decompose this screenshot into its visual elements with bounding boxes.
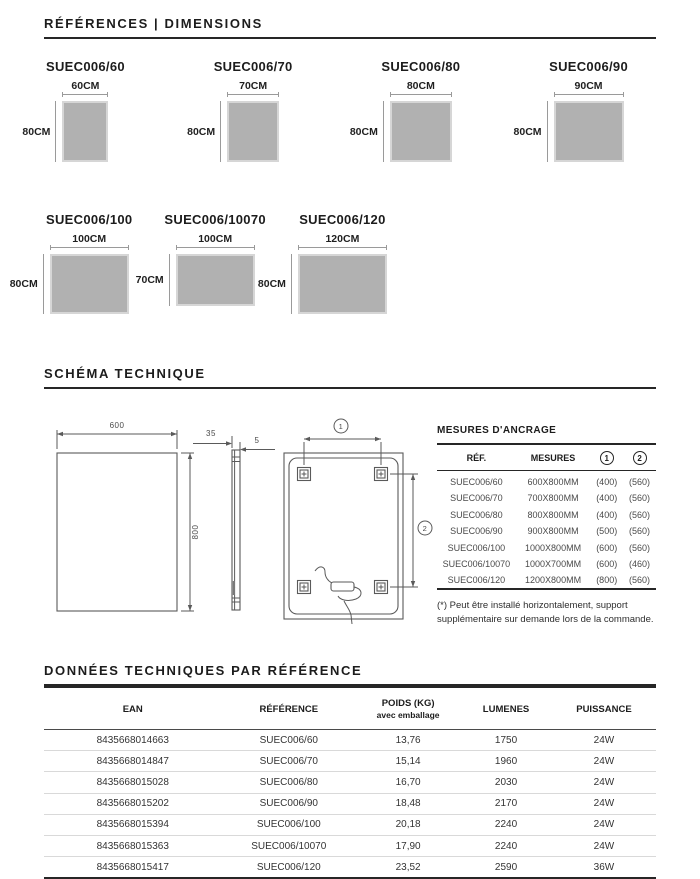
cell: (460) bbox=[629, 558, 651, 569]
product-dimension-figure bbox=[9, 233, 129, 314]
cell: 1960 bbox=[460, 751, 552, 772]
anchor-table-title: MESURES D'ANCRAGE bbox=[437, 425, 557, 436]
anchor-col-ref: RÉF. bbox=[437, 444, 516, 471]
height-label: 80CM bbox=[9, 278, 38, 290]
height-label: 80CM bbox=[349, 125, 378, 138]
anchor-row bbox=[437, 507, 656, 523]
cell: SUEC006/10070 bbox=[442, 558, 511, 569]
product-dimension-figure bbox=[135, 233, 255, 306]
anchor-mark-bottom-right bbox=[375, 581, 388, 594]
marker-2-label: 2 bbox=[422, 523, 428, 533]
cell: 8435668015394 bbox=[44, 814, 221, 835]
cell: 2170 bbox=[460, 793, 552, 814]
mirror-rectangle bbox=[62, 101, 108, 162]
cell: (600) bbox=[596, 542, 618, 553]
product-figure-suec006-120 bbox=[257, 212, 387, 314]
cell: SUEC006/100 bbox=[447, 542, 506, 553]
width-label: 70CM bbox=[239, 80, 268, 92]
anchor-col-mesures: MESURES bbox=[516, 444, 590, 471]
schema-section-rule bbox=[44, 387, 656, 389]
cell: 1000X800MM bbox=[525, 542, 582, 553]
anchor-row bbox=[437, 490, 656, 506]
poids-header-sub: avec emballage bbox=[376, 710, 440, 720]
product-dimension-figure bbox=[187, 80, 279, 162]
height-dimension-line bbox=[55, 101, 56, 162]
height-dimension-line bbox=[547, 101, 548, 162]
side-view-drawing bbox=[193, 429, 275, 610]
cell: SUEC006/100 bbox=[221, 814, 356, 835]
cell: 2590 bbox=[494, 861, 518, 873]
circled-1: 1 bbox=[600, 451, 614, 465]
poids-header-main: POIDS (KG) bbox=[381, 698, 435, 709]
cell: 8435668014663 bbox=[44, 730, 221, 751]
technical-drawing bbox=[44, 415, 439, 633]
cell: 36W bbox=[593, 861, 615, 873]
cell: 24W bbox=[552, 793, 656, 814]
height-dimension-line bbox=[43, 254, 44, 314]
cell: SUEC006/80 bbox=[450, 509, 503, 520]
height-dimension bbox=[514, 101, 554, 162]
width-label: 80CM bbox=[406, 80, 435, 92]
width-label: 120CM bbox=[325, 233, 360, 245]
anchor-col-1 bbox=[590, 444, 623, 471]
cell: 8435668014847 bbox=[44, 751, 221, 772]
anchor-row bbox=[437, 471, 656, 491]
width-label: 90CM bbox=[574, 80, 603, 92]
mirror-wrap bbox=[9, 254, 129, 314]
product-dimension-figure bbox=[257, 233, 387, 314]
cell: 13,76 bbox=[356, 730, 460, 751]
anchor-table-note: (*) Peut être installé horizontalement, support supplémentaire sur demande lors de la commande. bbox=[437, 600, 654, 625]
width-label: 100CM bbox=[72, 233, 107, 245]
cell: 24W bbox=[552, 772, 656, 793]
height-label: 80CM bbox=[187, 125, 216, 138]
cell: 900X800MM bbox=[527, 526, 579, 537]
mirror-wrap bbox=[513, 101, 624, 162]
cell: 24W bbox=[552, 730, 656, 751]
product-figure-suec006-100 bbox=[9, 212, 133, 314]
references-section-rule bbox=[44, 37, 656, 39]
width-dimension-line bbox=[62, 94, 108, 95]
rear-view-drawing bbox=[284, 419, 432, 624]
tech-data-table bbox=[44, 686, 656, 879]
anchor-mark-top-right bbox=[375, 468, 388, 481]
cell: 2240 bbox=[460, 835, 552, 856]
anchor-row bbox=[437, 523, 656, 539]
cell: 700X800MM bbox=[527, 493, 579, 504]
cell: (560) bbox=[629, 509, 651, 520]
cell: 8435668015363 bbox=[44, 835, 221, 856]
anchor-table bbox=[437, 443, 656, 590]
cell: (560) bbox=[629, 542, 651, 553]
tech-col-poids bbox=[356, 687, 460, 730]
cell: 24W bbox=[552, 751, 656, 772]
width-dimension-line bbox=[50, 247, 129, 248]
cell: 1000X700MM bbox=[525, 558, 582, 569]
mirror-rectangle bbox=[390, 101, 452, 162]
mirror-wrap bbox=[187, 101, 279, 162]
height-dimension-line bbox=[291, 254, 292, 314]
width-dimension-line bbox=[298, 247, 387, 248]
product-ref: SUEC006/10070 bbox=[164, 212, 266, 227]
product-figure-suec006-60 bbox=[22, 59, 125, 162]
tech-row bbox=[44, 751, 656, 772]
front-width-label: 600 bbox=[109, 421, 125, 430]
height-dimension-line bbox=[220, 101, 221, 162]
cell: 8435668015028 bbox=[44, 772, 221, 793]
anchor-mark-top-left bbox=[298, 468, 311, 481]
cell: SUEC006/90 bbox=[450, 526, 503, 537]
mirror-rectangle bbox=[298, 254, 387, 314]
technical-drawing-area bbox=[44, 415, 656, 633]
height-dimension bbox=[187, 101, 227, 162]
height-label: 80CM bbox=[257, 278, 286, 290]
mirror-wrap bbox=[257, 254, 387, 314]
anchor-measures-panel bbox=[437, 425, 656, 626]
width-label: 100CM bbox=[198, 233, 233, 245]
width-dimension-line bbox=[176, 247, 255, 248]
donnees-section-title: DONNÉES TECHNIQUES PAR RÉFÉRENCE bbox=[44, 663, 363, 678]
mirror-rectangle bbox=[554, 101, 624, 162]
anchor-row bbox=[437, 539, 656, 555]
tech-row bbox=[44, 814, 656, 835]
cell: (600) bbox=[596, 558, 618, 569]
product-ref: SUEC006/90 bbox=[549, 59, 628, 74]
cell: 1750 bbox=[460, 730, 552, 751]
product-ref: SUEC006/80 bbox=[381, 59, 461, 74]
mirror-rectangle bbox=[50, 254, 129, 314]
front-height-label: 800 bbox=[191, 524, 200, 540]
cell: 15,14 bbox=[356, 751, 460, 772]
cell: 8435668015417 bbox=[96, 861, 169, 873]
height-dimension bbox=[258, 254, 298, 314]
anchor-row bbox=[437, 572, 656, 589]
product-figure-suec006-70 bbox=[187, 59, 293, 162]
width-dimension-line bbox=[554, 94, 624, 95]
cell: SUEC006/120 bbox=[447, 575, 506, 586]
width-dimension-line bbox=[227, 94, 279, 95]
tech-row bbox=[44, 793, 656, 814]
height-dimension-line bbox=[169, 254, 170, 306]
height-dimension bbox=[350, 101, 390, 162]
cell: SUEC006/90 bbox=[221, 793, 356, 814]
front-view-drawing bbox=[57, 421, 200, 611]
cell: 2030 bbox=[460, 772, 552, 793]
product-dimension-figure bbox=[349, 80, 452, 162]
side-glass-label: 5 bbox=[254, 436, 260, 445]
cell: (560) bbox=[629, 526, 651, 537]
height-label: 80CM bbox=[22, 125, 51, 138]
cell: (400) bbox=[596, 477, 618, 487]
cell: SUEC006/10070 bbox=[221, 835, 356, 856]
anchor-col-2 bbox=[623, 444, 656, 471]
cell: 1200X800MM bbox=[525, 575, 582, 586]
cell: SUEC006/60 bbox=[221, 730, 356, 751]
height-dimension bbox=[10, 254, 50, 314]
cell: 24W bbox=[552, 814, 656, 835]
cell: (400) bbox=[596, 509, 618, 520]
cell: (560) bbox=[629, 575, 651, 586]
height-label: 80CM bbox=[513, 125, 542, 138]
tech-row bbox=[44, 730, 656, 751]
width-dimension-line bbox=[390, 94, 452, 95]
cell: (560) bbox=[629, 477, 651, 487]
products-row-2 bbox=[9, 212, 656, 314]
cell: 600X800MM bbox=[527, 477, 579, 487]
tech-row bbox=[44, 835, 656, 856]
product-ref: SUEC006/120 bbox=[299, 212, 386, 227]
height-dimension bbox=[136, 254, 176, 306]
tech-col-lumenes: LUMENES bbox=[460, 687, 552, 730]
references-section-title: RÉFÉRENCES | DIMENSIONS bbox=[44, 16, 263, 31]
product-ref: SUEC006/100 bbox=[46, 212, 133, 227]
cell: (800) bbox=[596, 575, 618, 586]
cell: 8435668015202 bbox=[44, 793, 221, 814]
cell: 24W bbox=[552, 835, 656, 856]
product-ref: SUEC006/70 bbox=[213, 59, 293, 74]
tech-col-reference: RÉFÉRENCE bbox=[221, 687, 356, 730]
cell: SUEC006/70 bbox=[450, 493, 503, 504]
cell: 17,90 bbox=[356, 835, 460, 856]
height-label: 70CM bbox=[135, 274, 164, 286]
product-figure-suec006-80 bbox=[349, 59, 461, 162]
mirror-wrap bbox=[135, 254, 255, 306]
anchor-row bbox=[437, 556, 656, 572]
tech-col-ean: EAN bbox=[44, 687, 221, 730]
cell: 23,52 bbox=[395, 861, 421, 873]
cell: 2240 bbox=[460, 814, 552, 835]
tech-row bbox=[44, 772, 656, 793]
product-figure-suec006-90 bbox=[513, 59, 628, 162]
mirror-wrap bbox=[22, 101, 108, 162]
cell: SUEC006/120 bbox=[256, 861, 321, 873]
circled-2: 2 bbox=[633, 451, 647, 465]
cell: (400) bbox=[596, 493, 618, 504]
cell: (560) bbox=[629, 493, 651, 504]
cell: 20,18 bbox=[356, 814, 460, 835]
cell: SUEC006/70 bbox=[221, 751, 356, 772]
tech-col-puissance: PUISSANCE bbox=[552, 687, 656, 730]
cell: SUEC006/60 bbox=[450, 477, 503, 487]
width-label: 60CM bbox=[71, 80, 100, 92]
product-dimension-figure bbox=[22, 80, 108, 162]
cell: (500) bbox=[596, 526, 618, 537]
cell: SUEC006/80 bbox=[221, 772, 356, 793]
cell: 18,48 bbox=[356, 793, 460, 814]
height-dimension-line bbox=[383, 101, 384, 162]
anchor-mark-bottom-left bbox=[298, 581, 311, 594]
tech-data-section bbox=[44, 663, 656, 879]
tech-row bbox=[44, 857, 656, 879]
marker-1-label: 1 bbox=[338, 421, 344, 431]
side-depth-label: 35 bbox=[206, 429, 216, 438]
schema-section-title: SCHÉMA TECHNIQUE bbox=[44, 366, 206, 381]
product-dimension-figure bbox=[513, 80, 624, 162]
cell: 800X800MM bbox=[527, 509, 579, 520]
products-row-1 bbox=[22, 59, 656, 162]
mirror-rectangle bbox=[176, 254, 255, 306]
mirror-rectangle bbox=[227, 101, 279, 162]
product-figure-suec006-10070 bbox=[135, 212, 266, 314]
mirror-wrap bbox=[349, 101, 452, 162]
cell: 16,70 bbox=[356, 772, 460, 793]
product-ref: SUEC006/60 bbox=[46, 59, 125, 74]
height-dimension bbox=[22, 101, 62, 162]
